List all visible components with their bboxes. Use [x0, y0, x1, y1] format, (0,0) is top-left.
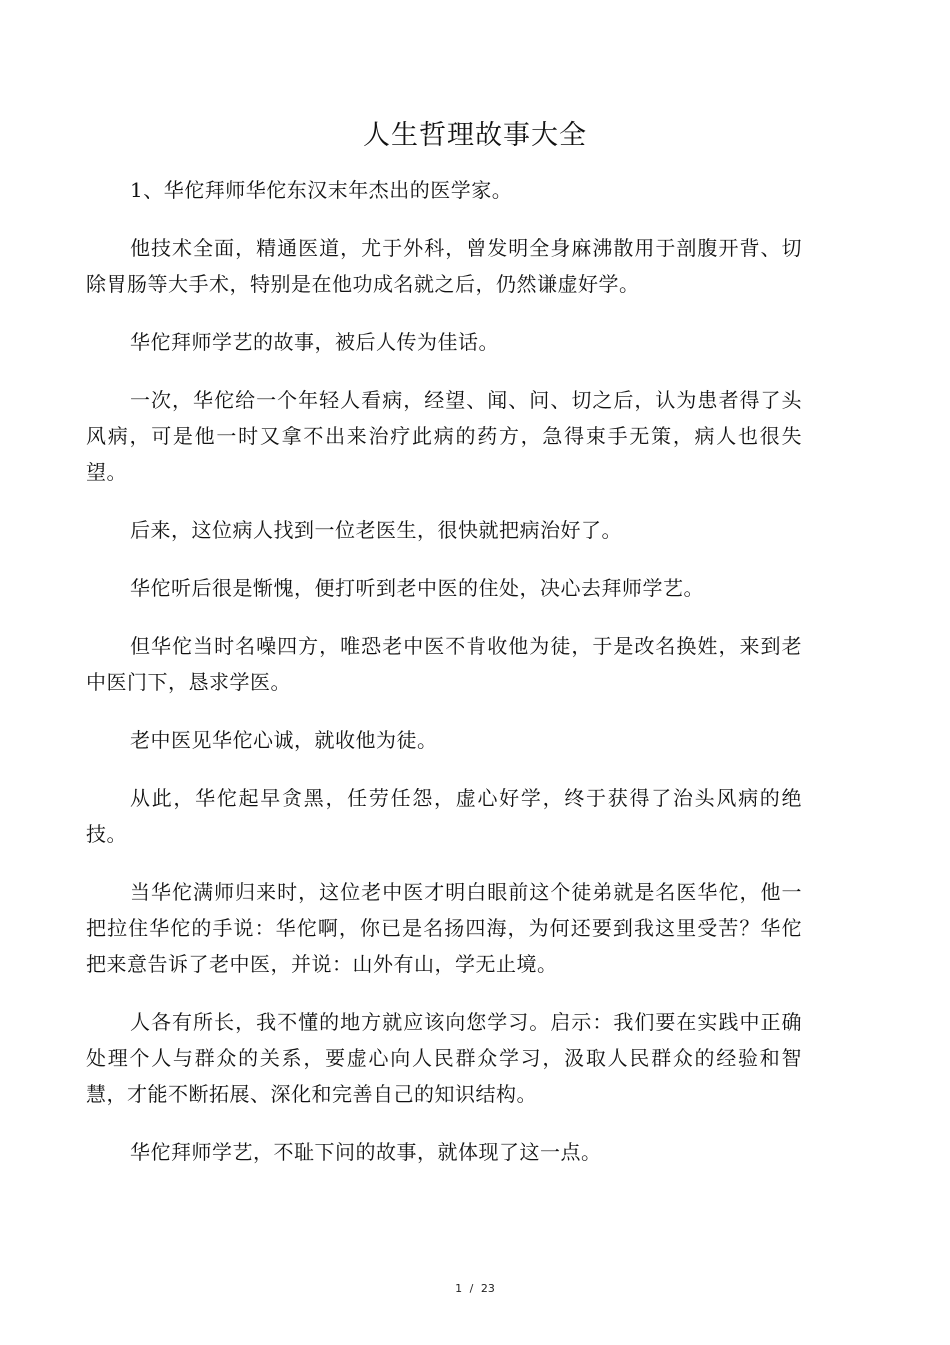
paragraph-5: 后来，这位病人找到一位老医生，很快就把病治好了。	[130, 518, 622, 542]
paragraph-1: 1、华佗拜师华佗东汉末年杰出的医学家。	[130, 178, 513, 202]
paragraph-3: 华佗拜师学艺的故事，被后人传为佳话。	[130, 330, 499, 354]
paragraph-12: 华佗拜师学艺，不耻下问的故事，就体现了这一点。	[130, 1140, 602, 1164]
page-separator: /	[469, 1282, 474, 1295]
document-body	[86, 172, 802, 1192]
paragraph-2: 他技术全面，精通医道，尤于外科，曾发明全身麻沸散用于剖腹开背、切除胃肠等大手术，特别是在他功成名就之后，仍然谦虚好学。	[86, 236, 802, 296]
page-total: 23	[480, 1282, 495, 1295]
paragraph-7: 但华佗当时名噪四方，唯恐老中医不肯收他为徒，于是改名换姓，来到老中医门下，恳求学医。	[86, 634, 802, 694]
page-title: 人生哲理故事大全	[363, 120, 587, 151]
paragraph-11: 人各有所长，我不懂的地方就应该向您学习。启示：我们要在实践中正确处理个人与群众的关系，要虚心向人民群众学习，汲取人民群众的经验和智慧，才能不断拓展、深化和完善自己的知识结构。	[86, 1010, 802, 1106]
paragraph-10: 当华佗满师归来时，这位老中医才明白眼前这个徒弟就是名医华佗，他一把拉住华佗的手说：华佗啊，你已是名扬四海，为何还要到我这里受苦？华佗把来意告诉了老中医，并说：山外有山，学无止境。	[86, 880, 802, 976]
page-number	[0, 1282, 950, 1295]
paragraph-8: 老中医见华佗心诚，就收他为徒。	[130, 728, 438, 752]
paragraph-6: 华佗听后很是惭愧，便打听到老中医的住处，决心去拜师学艺。	[130, 576, 704, 600]
paragraph-4: 一次，华佗给一个年轻人看病，经望、闻、问、切之后，认为患者得了头风病，可是他一时又拿不出来治疗此病的药方，急得束手无策，病人也很失望。	[86, 388, 802, 484]
page-current: 1	[455, 1282, 463, 1295]
paragraph-9: 从此，华佗起早贪黑，任劳任怨，虚心好学，终于获得了治头风病的绝技。	[86, 786, 802, 846]
